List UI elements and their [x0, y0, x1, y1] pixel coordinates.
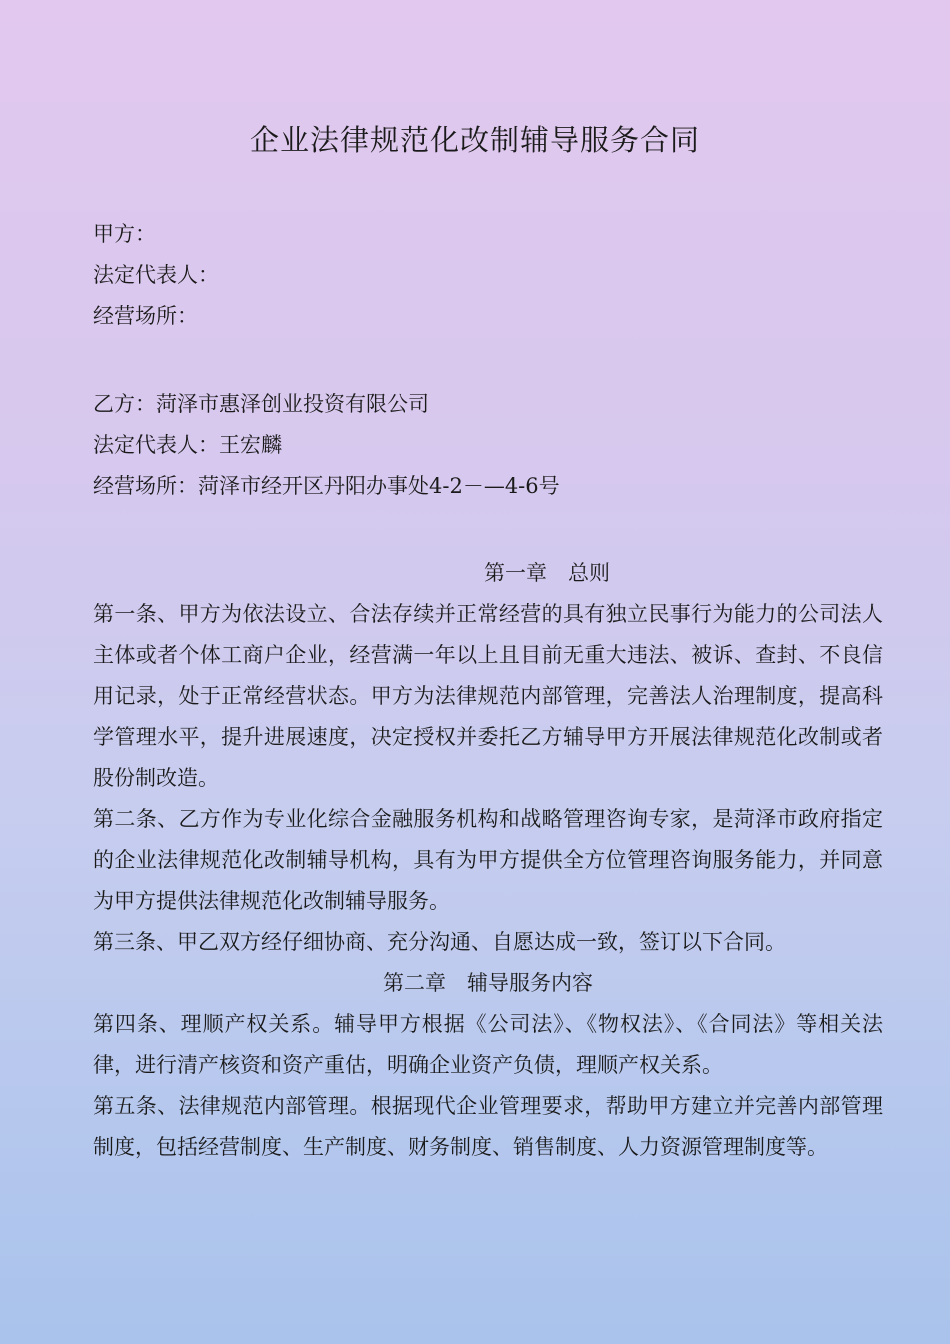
contract-body — [93, 553, 883, 1168]
article-2: 第二条、乙方作为专业化综合金融服务机构和战略管理咨询专家，是菏泽市政府指定的企业法律规范化改制辅导机构，具有为甲方提供全方位管理咨询服务能力，并同意为甲方提供法律规范化改制辅导服务。 — [93, 807, 883, 913]
party-a-name-label: 甲方： — [93, 222, 156, 246]
article-3: 第三条、甲乙双方经仔细协商、充分沟通、自愿达成一致，签订以下合同。 — [93, 930, 786, 954]
article-4: 第四条、理顺产权关系。辅导甲方根据《公司法》、《物权法》、《合同法》等相关法律，进行清产核资和资产重估，明确企业资产负债，理顺产权关系。 — [93, 1012, 883, 1077]
party-b-block — [93, 384, 560, 507]
party-b-rep: 法定代表人：王宏麟 — [93, 433, 282, 457]
party-a-address-label: 经营场所： — [93, 304, 198, 328]
chapter-2-heading: 第二章 辅导服务内容 — [383, 971, 593, 995]
party-a-block — [93, 214, 219, 337]
party-b-name: 乙方：菏泽市惠泽创业投资有限公司 — [93, 392, 429, 416]
chapter-1-heading: 第一章 总则 — [484, 561, 610, 585]
document-title: 企业法律规范化改制辅导服务合同 — [249, 123, 700, 157]
article-1: 第一条、甲方为依法设立、合法存续并正常经营的具有独立民事行为能力的公司法人主体或者个体工商户企业，经营满一年以上且目前无重大违法、被诉、查封、不良信用记录，处于正常经营状态。甲方为法律规范内部管理，完善法人治理制度，提高科学管理水平，提升进展速度，决定授权并委托乙方辅导甲方开展法律规范化改制或者股份制改造。 — [93, 602, 883, 790]
article-5: 第五条、法律规范内部管理。根据现代企业管理要求，帮助甲方建立并完善内部管理制度，包括经营制度、生产制度、财务制度、销售制度、人力资源管理制度等。 — [93, 1094, 883, 1159]
party-b-address: 经营场所：菏泽市经开区丹阳办事处4-2－—4-6号 — [93, 474, 560, 498]
party-a-rep-label: 法定代表人： — [93, 263, 219, 287]
